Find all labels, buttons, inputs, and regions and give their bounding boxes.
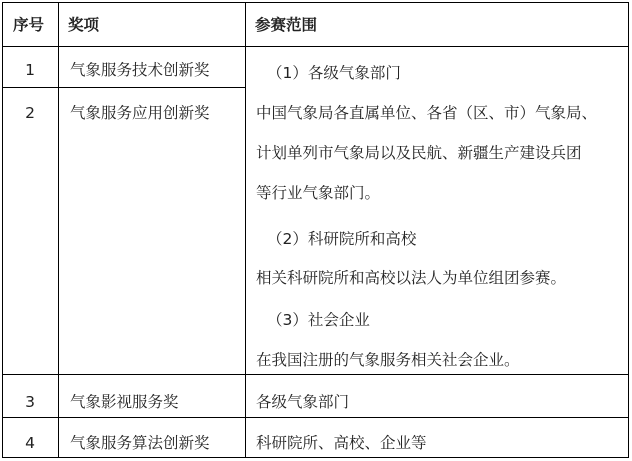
scope-category-1: （1）各级气象部门 — [267, 64, 401, 82]
row-3-award: 气象影视服务奖 — [70, 393, 179, 411]
scope-detail-line: 在我国注册的气象服务相关社会企业。 — [256, 351, 520, 369]
award-scope-table — [2, 2, 629, 458]
column-divider-2 — [245, 2, 246, 458]
scope-detail-line: 计划单列市气象局以及民航、新疆生产建设兵团 — [256, 144, 582, 162]
row-1-no: 1 — [25, 61, 35, 79]
row-2-award: 气象服务应用创新奖 — [70, 104, 210, 122]
table-border-bottom — [2, 457, 629, 458]
header-no: 序号 — [13, 16, 45, 34]
row-3-no: 3 — [25, 393, 35, 411]
scope-detail-line: 相关科研院所和高校以法人为单位组团参赛。 — [256, 269, 567, 287]
scope-category-2: （2）科研院所和高校 — [267, 230, 417, 248]
row-divider-2-3 — [2, 374, 629, 375]
row-1-award: 气象服务技术创新奖 — [70, 61, 210, 79]
table-border-top — [2, 2, 629, 3]
header-divider — [2, 46, 629, 47]
row-4-scope: 科研院所、高校、企业等 — [256, 434, 427, 452]
scope-category-3: （3）社会企业 — [267, 311, 370, 329]
row-2-no: 2 — [25, 104, 35, 122]
row-3-scope: 各级气象部门 — [256, 393, 350, 411]
scope-detail-line: 中国气象局各直属单位、各省（区、市）气象局、 — [256, 104, 598, 122]
row-4-no: 4 — [25, 434, 35, 452]
row-divider-1-2 — [2, 87, 245, 88]
scope-detail-line: 等行业气象部门。 — [256, 184, 381, 202]
table-border-right — [628, 2, 629, 458]
header-award: 奖项 — [68, 16, 100, 34]
column-divider-1 — [58, 2, 59, 458]
row-4-award: 气象服务算法创新奖 — [70, 434, 210, 452]
row-divider-3-4 — [2, 417, 629, 418]
header-scope: 参赛范围 — [255, 16, 318, 34]
